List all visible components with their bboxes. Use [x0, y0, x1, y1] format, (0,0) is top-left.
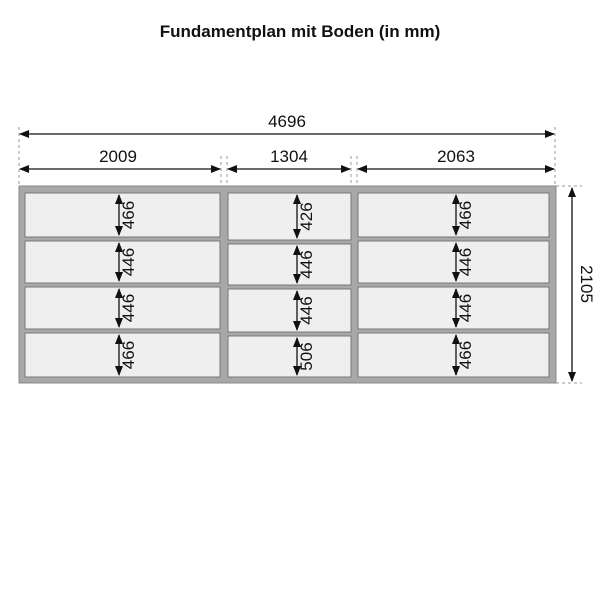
- section-left-dimension: [20, 147, 220, 169]
- panel-dimension-left-4: [119, 335, 138, 375]
- panel-dimension-label: 466: [456, 200, 475, 230]
- panel-dimension-label: 466: [119, 200, 138, 230]
- panel-dimension-left-3: [119, 289, 138, 327]
- panel-dimension-label: 466: [119, 340, 138, 370]
- section-right-label: 2063: [437, 147, 475, 166]
- panel-dimension-label: 446: [456, 247, 475, 277]
- panel-middle-3: [228, 289, 351, 332]
- panel-dimension-label: 446: [297, 250, 316, 279]
- panel-dimension-right-2: [456, 243, 475, 281]
- panel-dimension-left-2: [119, 243, 138, 281]
- overall-width-dimension: [20, 112, 554, 134]
- panel-middle-1: [228, 193, 351, 240]
- panel-dimension-label: 446: [119, 293, 138, 323]
- panel-dimension-middle-4: [297, 338, 316, 375]
- panel-dimension-label: 446: [456, 293, 475, 323]
- section-middle-label: 1304: [270, 147, 308, 166]
- overall-width-label: 4696: [268, 112, 306, 131]
- panel-dimension-right-4: [456, 335, 475, 375]
- panel-middle-4: [228, 336, 351, 377]
- panel-right-4: [358, 333, 549, 377]
- panel-right-3: [358, 287, 549, 329]
- panel-dimension-label: 426: [297, 202, 316, 231]
- overall-height-label: 2105: [577, 265, 596, 303]
- section-left-label: 2009: [99, 147, 137, 166]
- panel-dimension-label: 446: [119, 247, 138, 277]
- panel-right-1: [358, 193, 549, 237]
- panel-dimension-label: 506: [297, 342, 316, 371]
- panel-middle-2: [228, 244, 351, 285]
- panel-dimension-middle-2: [297, 246, 316, 283]
- panel-right-2: [358, 241, 549, 283]
- panel-dimension-middle-3: [297, 291, 316, 330]
- section-middle-dimension: [228, 147, 350, 169]
- panel-dimension-left-1: [119, 195, 138, 235]
- section-right-dimension: [358, 147, 554, 169]
- drawing-title: Fundamentplan mit Boden (in mm): [159, 22, 441, 41]
- panel-dimension-label: 446: [297, 296, 316, 325]
- overall-height-dimension: [572, 188, 596, 381]
- panel-dimension-right-3: [456, 289, 475, 327]
- panel-dimension-label: 466: [456, 340, 475, 370]
- panel-dimension-right-1: [456, 195, 475, 235]
